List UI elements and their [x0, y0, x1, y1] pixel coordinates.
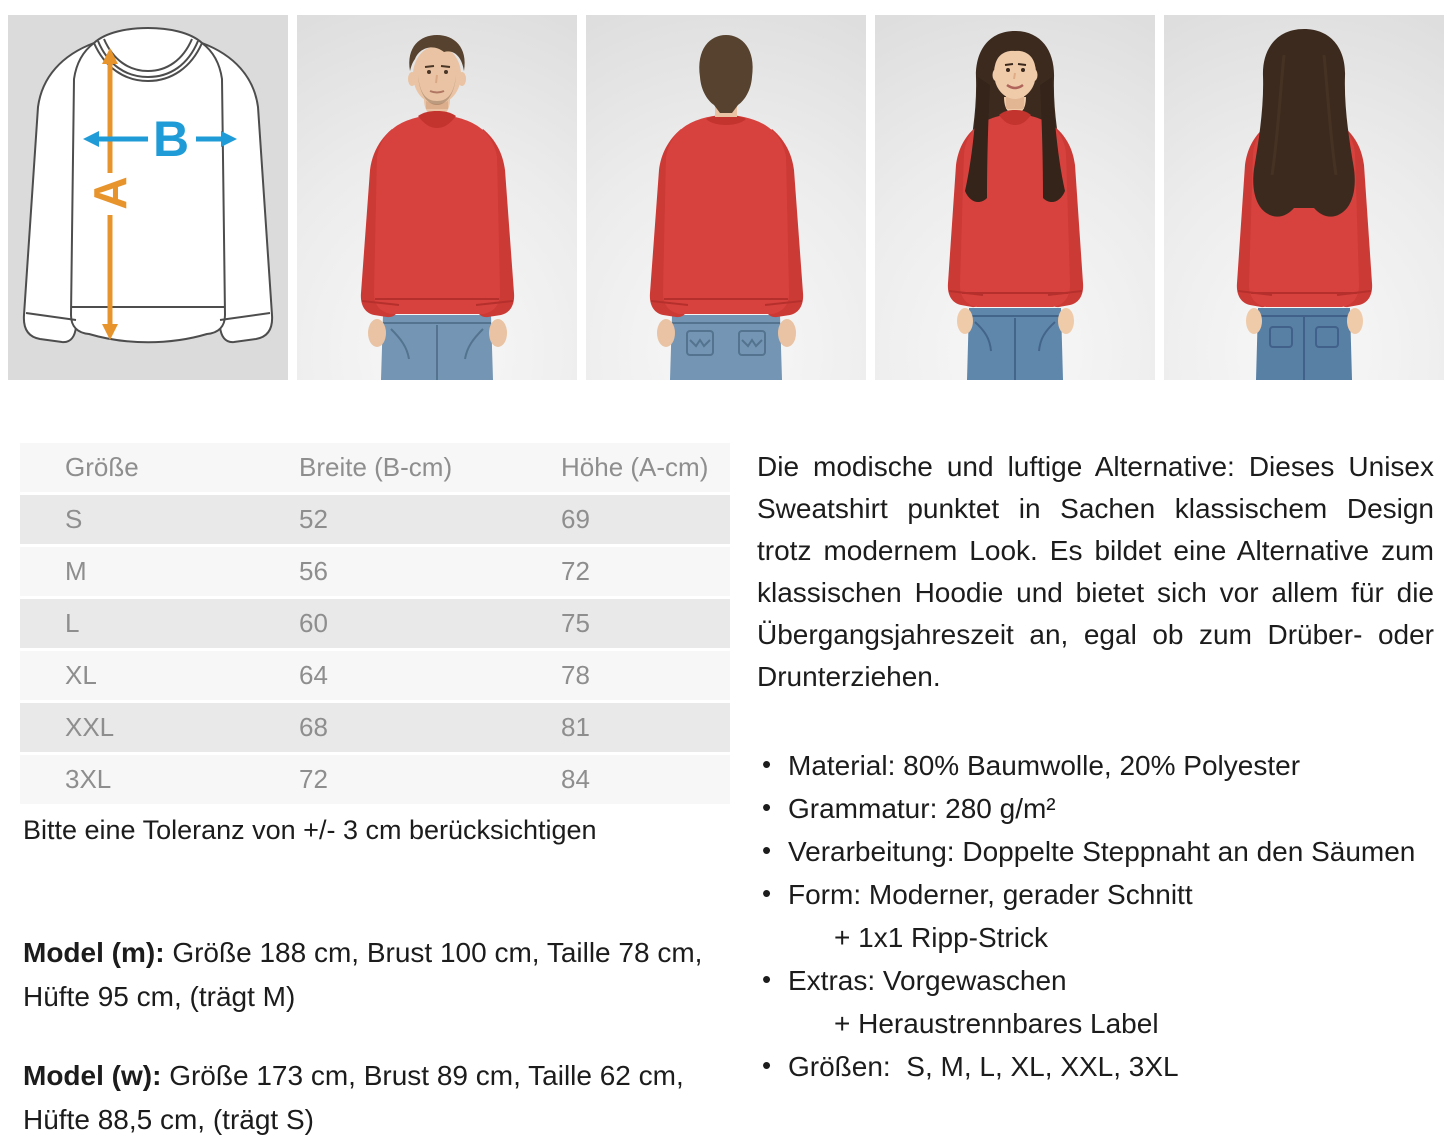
model-info-male [23, 931, 728, 1019]
model-male-text: Größe 188 cm, Brust 100 cm, Taille 78 cm, Hüfte 95 cm, (trägt M) [23, 937, 703, 1012]
table-row: XXL 68 81 [20, 702, 730, 754]
tolerance-note: Bitte eine Toleranz von +/- 3 cm berücksichtigen [23, 815, 597, 845]
jeans [381, 315, 493, 380]
jeans [670, 315, 782, 380]
bullet-icon: • [762, 964, 772, 994]
jeans [1256, 308, 1352, 380]
jeans [967, 308, 1063, 380]
sweatshirt-measure-diagram [8, 15, 288, 380]
table-row: L 60 75 [20, 598, 730, 650]
size-table-header-row [20, 443, 730, 494]
list-item-groessen: • Größen: S, M, L, XL, XXL, 3XL [757, 1045, 1434, 1088]
col-header-groesse: Größe [20, 443, 279, 494]
list-item-label: + Heraustrennbares Label [834, 1008, 1159, 1039]
bullet-icon: • [762, 749, 772, 779]
label-a: A [84, 176, 136, 210]
sweatshirt [361, 99, 514, 317]
list-item-ripp-strick: + 1x1 Ripp-Strick [834, 922, 1048, 953]
photo-man-back [586, 15, 866, 380]
size-diagram-image [8, 15, 288, 380]
bullet-icon: • [762, 792, 772, 822]
hair-back [1253, 29, 1355, 217]
table-row: XL 64 78 [20, 650, 730, 702]
description-paragraph: Die modische und luftige Alternative: Dieses Unisex Sweatshirt punktet in Sachen klassischem Design trotz modernem Look. Es bildet eine Alternative zum klassischen Hoodie und bietet sich vor allem für die Übergangsjahreszeit an, egal ob zum Drüber- oder Drunterziehen. [757, 451, 1434, 692]
right-hand [489, 319, 507, 347]
head [699, 35, 752, 117]
sweatshirt-outline [24, 28, 272, 342]
product-image-gallery [8, 15, 1444, 380]
model-female-label: Model (w): [23, 1060, 162, 1091]
bullet-icon: • [762, 835, 772, 865]
col-header-hoehe: Höhe (A-cm) [541, 443, 730, 494]
sweatshirt [650, 115, 803, 317]
list-item-verarbeitung: • Verarbeitung: Doppelte Steppnaht an den Säumen [757, 830, 1434, 873]
head [408, 35, 466, 109]
col-header-breite: Breite (B-cm) [279, 443, 541, 494]
bullet-icon: • [762, 878, 772, 908]
bullet-icon: • [762, 1050, 772, 1080]
spec-bullet-list [757, 744, 1434, 1088]
hair [699, 35, 752, 105]
list-item-extras: • Extras: Vorgewaschen [757, 959, 1434, 1002]
table-row: 3XL 72 84 [20, 754, 730, 806]
table-row: M 56 72 [20, 546, 730, 598]
list-item-form: • Form: Moderner, gerader Schnitt [757, 873, 1434, 916]
sweatshirt [948, 97, 1083, 307]
model-female-text: Größe 173 cm, Brust 89 cm, Taille 62 cm, Hüfte 88,5 cm, (trägt S) [23, 1060, 684, 1135]
photo-man-front [297, 15, 577, 380]
photo-woman-front [875, 15, 1155, 380]
right-hand [778, 319, 796, 347]
left-hand [1246, 308, 1262, 334]
photo-woman-back [1164, 15, 1444, 380]
woman-front-figure [875, 15, 1155, 380]
man-back-figure [586, 15, 866, 380]
model-info-female [23, 1054, 728, 1142]
woman-back-figure [1164, 15, 1444, 380]
product-description [757, 446, 1434, 1088]
list-item-grammatur: • Grammatur: 280 g/m² [757, 787, 1434, 830]
right-hand [1058, 308, 1074, 334]
label-b: B [152, 111, 190, 167]
list-item-material: • Material: 80% Baumwolle, 20% Polyester [757, 744, 1434, 787]
size-table [20, 443, 730, 807]
man-front-figure [297, 15, 577, 380]
left-hand [657, 319, 675, 347]
model-male-label: Model (m): [23, 937, 165, 968]
table-row: S 52 69 [20, 494, 730, 546]
left-hand [957, 308, 973, 334]
left-hand [368, 319, 386, 347]
right-hand [1347, 308, 1363, 334]
